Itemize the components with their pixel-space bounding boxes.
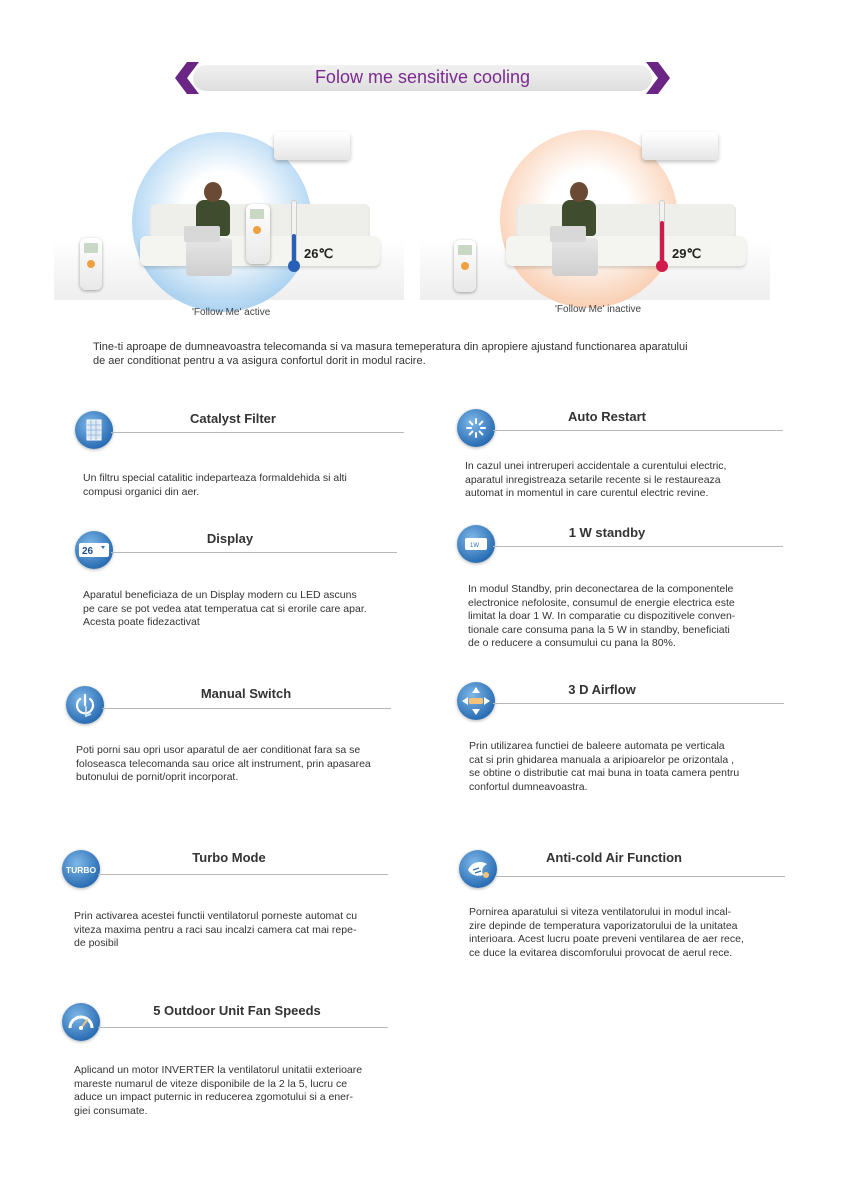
feature-divider — [493, 703, 784, 704]
remote-control-icon — [246, 204, 270, 264]
feature-description: Prin activarea acestei functii ventilatorul porneste automat cu viteza maxima pentru a raci sau incalzi camera cat mai repe- de posibil — [74, 910, 358, 949]
feature-title: 3 D Airflow — [568, 682, 636, 697]
anti-cold-air-icon — [459, 850, 497, 888]
remote-control-icon — [454, 240, 476, 292]
thermometer-icon — [656, 200, 668, 272]
feature-description: Aparatul beneficiaza de un Display modern cu LED ascuns pe care se pot vedea atat temperatua cat si erorile care apar. Acesta poate fidezactivat — [83, 589, 367, 628]
feature-description: In cazul unei intreruperi accidentale a curentului electric, aparatul inregistreaza setarile recente si le restaureaza automat in momentul in care curentul electric revine. — [465, 460, 727, 499]
feature-title: 1 W standby — [568, 525, 646, 540]
temperature-label: 26℃ — [304, 246, 334, 261]
restart-icon — [457, 409, 495, 447]
standby-icon — [457, 525, 495, 563]
remote-control-icon — [80, 238, 102, 290]
fan-speed-icon — [62, 1003, 100, 1041]
feature-title: 5 Outdoor Unit Fan Speeds — [153, 1003, 321, 1018]
person-with-laptop — [184, 182, 244, 277]
feature-description: Pornirea aparatului si viteza ventilatorului in modul incal- zire depinde de temperatura vaporizatorului de la unitatea interioara. Acest lucru poate preveni ventilarea de aer rece, ce duce la evitarea discomforului provocat de aerul rece. — [469, 906, 744, 959]
feature-description: Poti porni sau opri usor aparatul de aer conditionat fara sa se foloseasca telecomanda sau orice alt instrument, prin apasarea butonului de pornit/oprit incorporat. — [76, 744, 371, 783]
hero-follow-me-active — [54, 122, 404, 300]
banner-title: Folow me sensitive cooling — [314, 67, 531, 87]
feature-title: Display — [206, 531, 254, 546]
svg-text:TURBO: TURBO — [65, 865, 97, 875]
feature-title: Anti-cold Air Function — [546, 850, 682, 865]
feature-divider — [102, 708, 391, 709]
air-conditioner-unit — [274, 132, 350, 160]
intro-paragraph: Tine-ti aproape de dumneavoastra telecomanda si va masura temeperatura din apropiere ajustand functionarea aparatului de aer conditionat pentru a va asigura confortul dorit in modul racire. — [93, 341, 688, 367]
air-conditioner-unit — [642, 132, 718, 160]
filter-icon — [75, 411, 113, 449]
chevron-right-icon — [646, 62, 670, 94]
feature-title: Turbo Mode — [192, 850, 266, 865]
feature-description: Prin utilizarea functiei de baleere automata pe verticala cat si prin ghidarea manuala a aripioarelor pe orizontala , se obtine o distributie cat mai buna in toata camera pentru confortul dumneavoastra. — [469, 740, 740, 793]
feature-divider — [493, 546, 783, 547]
temperature-label: 29℃ — [672, 246, 702, 261]
person-with-laptop — [550, 182, 610, 277]
airflow-icon — [457, 682, 495, 720]
thermometer-icon — [288, 200, 300, 272]
caption-inactive: 'Follow Me' inactive — [555, 304, 642, 315]
feature-divider — [493, 430, 783, 431]
feature-description: In modul Standby, prin deconectarea de la componentele electronice nefolosite, consumul de energie electrica este limitat la doar 1 W. In comparatie cu dispozitivele conven- tionale care consuma pana la 5 W in standby, beneficiati de o reducere a consumului cu pana la 80%. — [468, 583, 736, 649]
feature-title: Auto Restart — [567, 409, 646, 424]
turbo-icon — [62, 850, 100, 888]
power-switch-icon — [66, 686, 104, 724]
feature-divider — [495, 876, 785, 877]
feature-divider — [98, 874, 388, 875]
feature-divider — [111, 552, 397, 553]
feature-description: Aplicand un motor INVERTER la ventilatorul unitatii exterioare mareste numarul de viteze disponibile de la 2 la 5, lucru ce aduce un impact puternic in reducerea zgomotului si a ener- giei consumate. — [74, 1064, 363, 1117]
feature-divider — [98, 1027, 388, 1028]
svg-text:26: 26 — [82, 546, 94, 557]
caption-active: 'Follow Me' active — [192, 307, 271, 318]
feature-title: Catalyst Filter — [190, 411, 276, 426]
feature-title: Manual Switch — [200, 686, 292, 701]
svg-text:1W: 1W — [470, 543, 479, 549]
hero-follow-me-inactive — [420, 122, 770, 300]
display-icon — [75, 531, 113, 569]
feature-divider — [111, 432, 404, 433]
feature-description: Un filtru special catalitic indeparteaza formaldehida si alti compusi organici din aer. — [83, 472, 347, 498]
sofa — [506, 204, 746, 274]
section-banner — [175, 62, 670, 94]
